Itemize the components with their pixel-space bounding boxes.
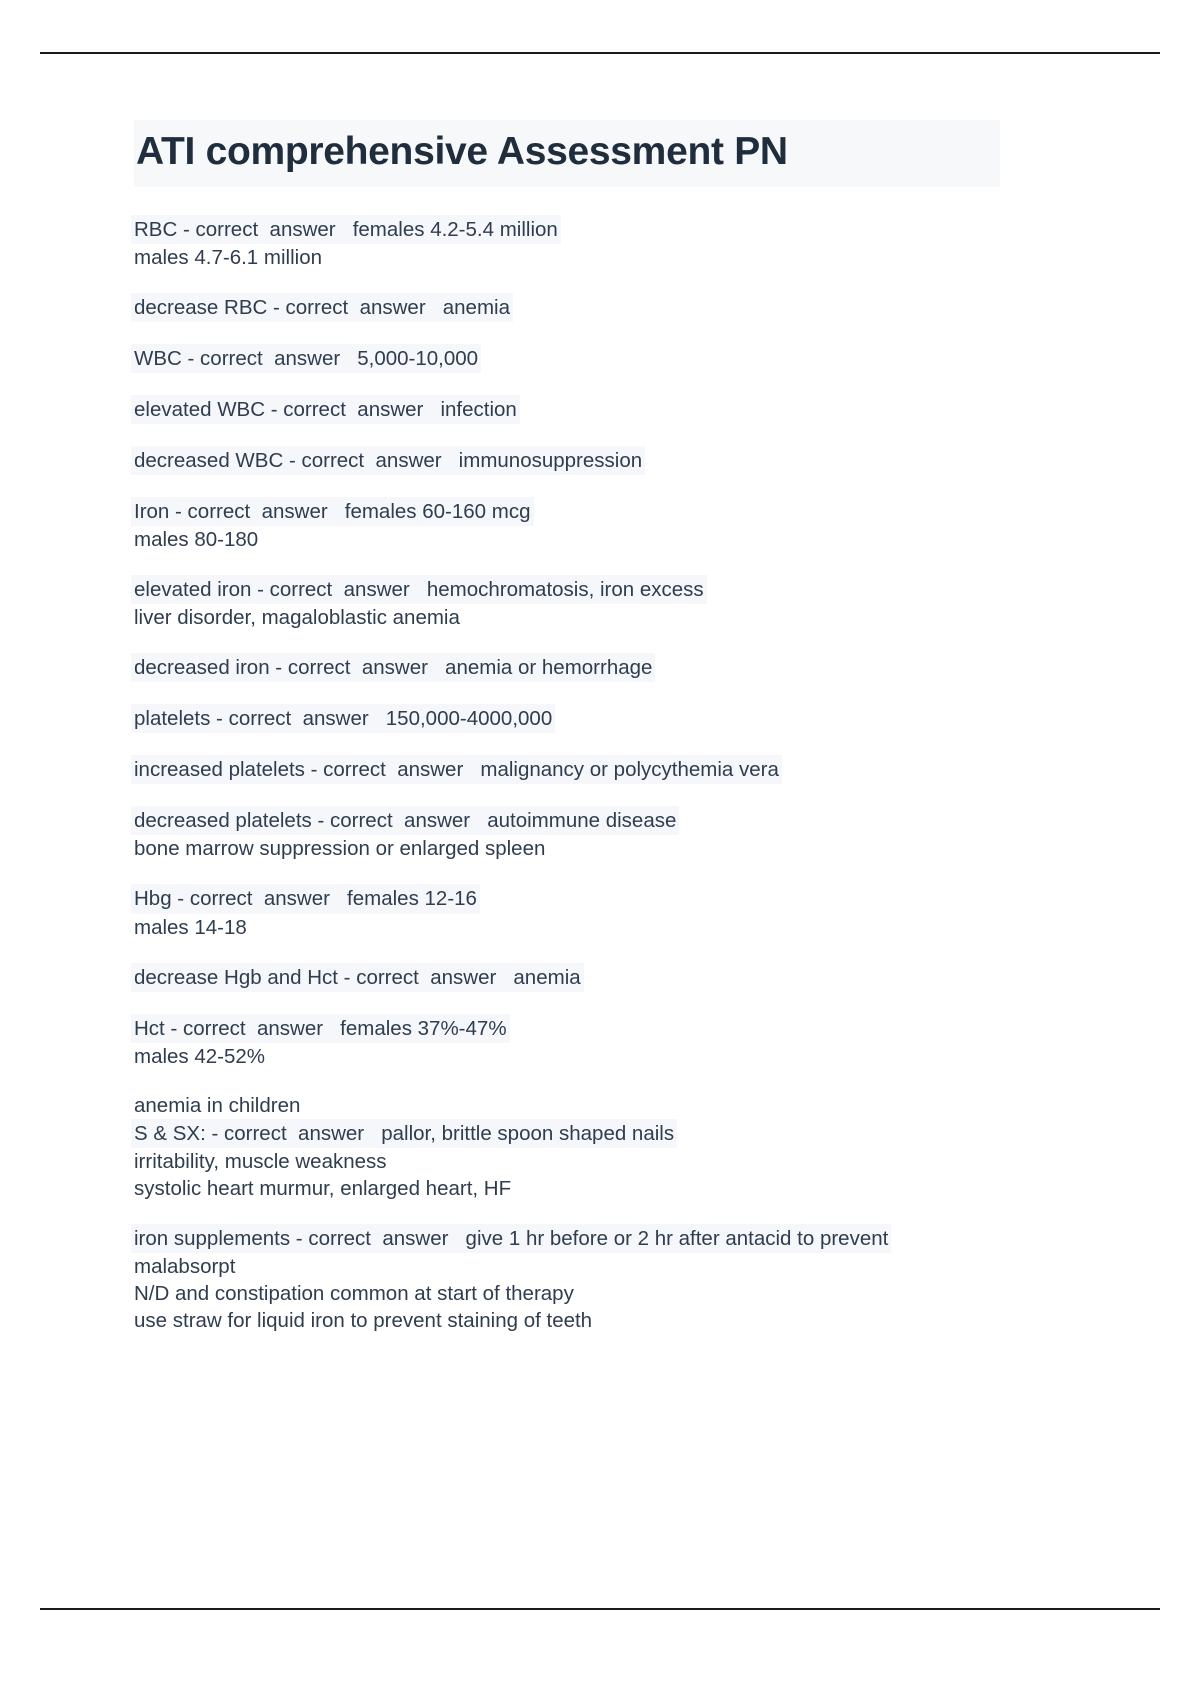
qa-line: decreased platelets - correct answer autoimmune disease (131, 806, 679, 835)
qa-line: irritability, muscle weakness (134, 1149, 387, 1173)
qa-line: S & SX: - correct answer pallor, brittle spoon shaped nails (131, 1119, 677, 1148)
qa-block (134, 344, 1034, 373)
qa-block (134, 806, 1034, 862)
qa-line: elevated WBC - correct answer infection (131, 395, 520, 424)
page-title: ATI comprehensive Assessment PN (134, 120, 1000, 187)
qa-line: malabsorpt (134, 1254, 236, 1278)
qa-line: liver disorder, magaloblastic anemia (134, 606, 460, 630)
qa-block (134, 497, 1034, 553)
qa-block (134, 963, 1034, 992)
qa-line: use straw for liquid iron to prevent staining of teeth (134, 1309, 593, 1333)
qa-line: platelets - correct answer 150,000-4000,000 (131, 704, 555, 733)
document-content (134, 120, 1034, 1356)
qa-line: RBC - correct answer females 4.2-5.4 million (131, 215, 561, 244)
qa-line: increased platelets - correct answer malignancy or polycythemia vera (131, 755, 782, 784)
qa-block (134, 755, 1034, 784)
header-divider (40, 52, 1160, 54)
footer-divider (40, 1608, 1160, 1610)
qa-line: bone marrow suppression or enlarged spleen (134, 837, 546, 861)
qa-line: systolic heart murmur, enlarged heart, HF (134, 1176, 512, 1200)
qa-line: iron supplements - correct answer give 1 hr before or 2 hr after antacid to prevent (131, 1224, 891, 1253)
qa-line: decrease Hgb and Hct - correct answer anemia (131, 963, 584, 992)
qa-block (134, 704, 1034, 733)
qa-line: elevated iron - correct answer hemochromatosis, iron excess (131, 575, 707, 604)
qa-line: decrease RBC - correct answer anemia (131, 293, 513, 322)
qa-line: anemia in children (134, 1093, 301, 1117)
qa-line: decreased iron - correct answer anemia or hemorrhage (131, 653, 655, 682)
qa-block (134, 395, 1034, 424)
qa-block (134, 653, 1034, 682)
qa-block (134, 293, 1034, 322)
qa-block (134, 215, 1034, 271)
qa-line: Hbg - correct answer females 12-16 (131, 884, 480, 913)
qa-line: males 42-52% (134, 1044, 266, 1068)
qa-block (134, 1092, 1034, 1202)
qa-block (134, 575, 1034, 631)
qa-block (134, 446, 1034, 475)
qa-line: males 80-180 (134, 528, 259, 552)
qa-line: Iron - correct answer females 60-160 mcg (131, 497, 534, 526)
qa-line: males 4.7-6.1 million (134, 245, 322, 269)
qa-line: males 14-18 (134, 915, 247, 939)
qa-block (134, 1224, 1034, 1334)
qa-line: Hct - correct answer females 37%-47% (131, 1014, 510, 1043)
qa-block (134, 1014, 1034, 1070)
qa-line: N/D and constipation common at start of therapy (134, 1281, 574, 1305)
qa-block (134, 884, 1034, 940)
qa-line: WBC - correct answer 5,000-10,000 (131, 344, 481, 373)
qa-line: decreased WBC - correct answer immunosuppression (131, 446, 645, 475)
